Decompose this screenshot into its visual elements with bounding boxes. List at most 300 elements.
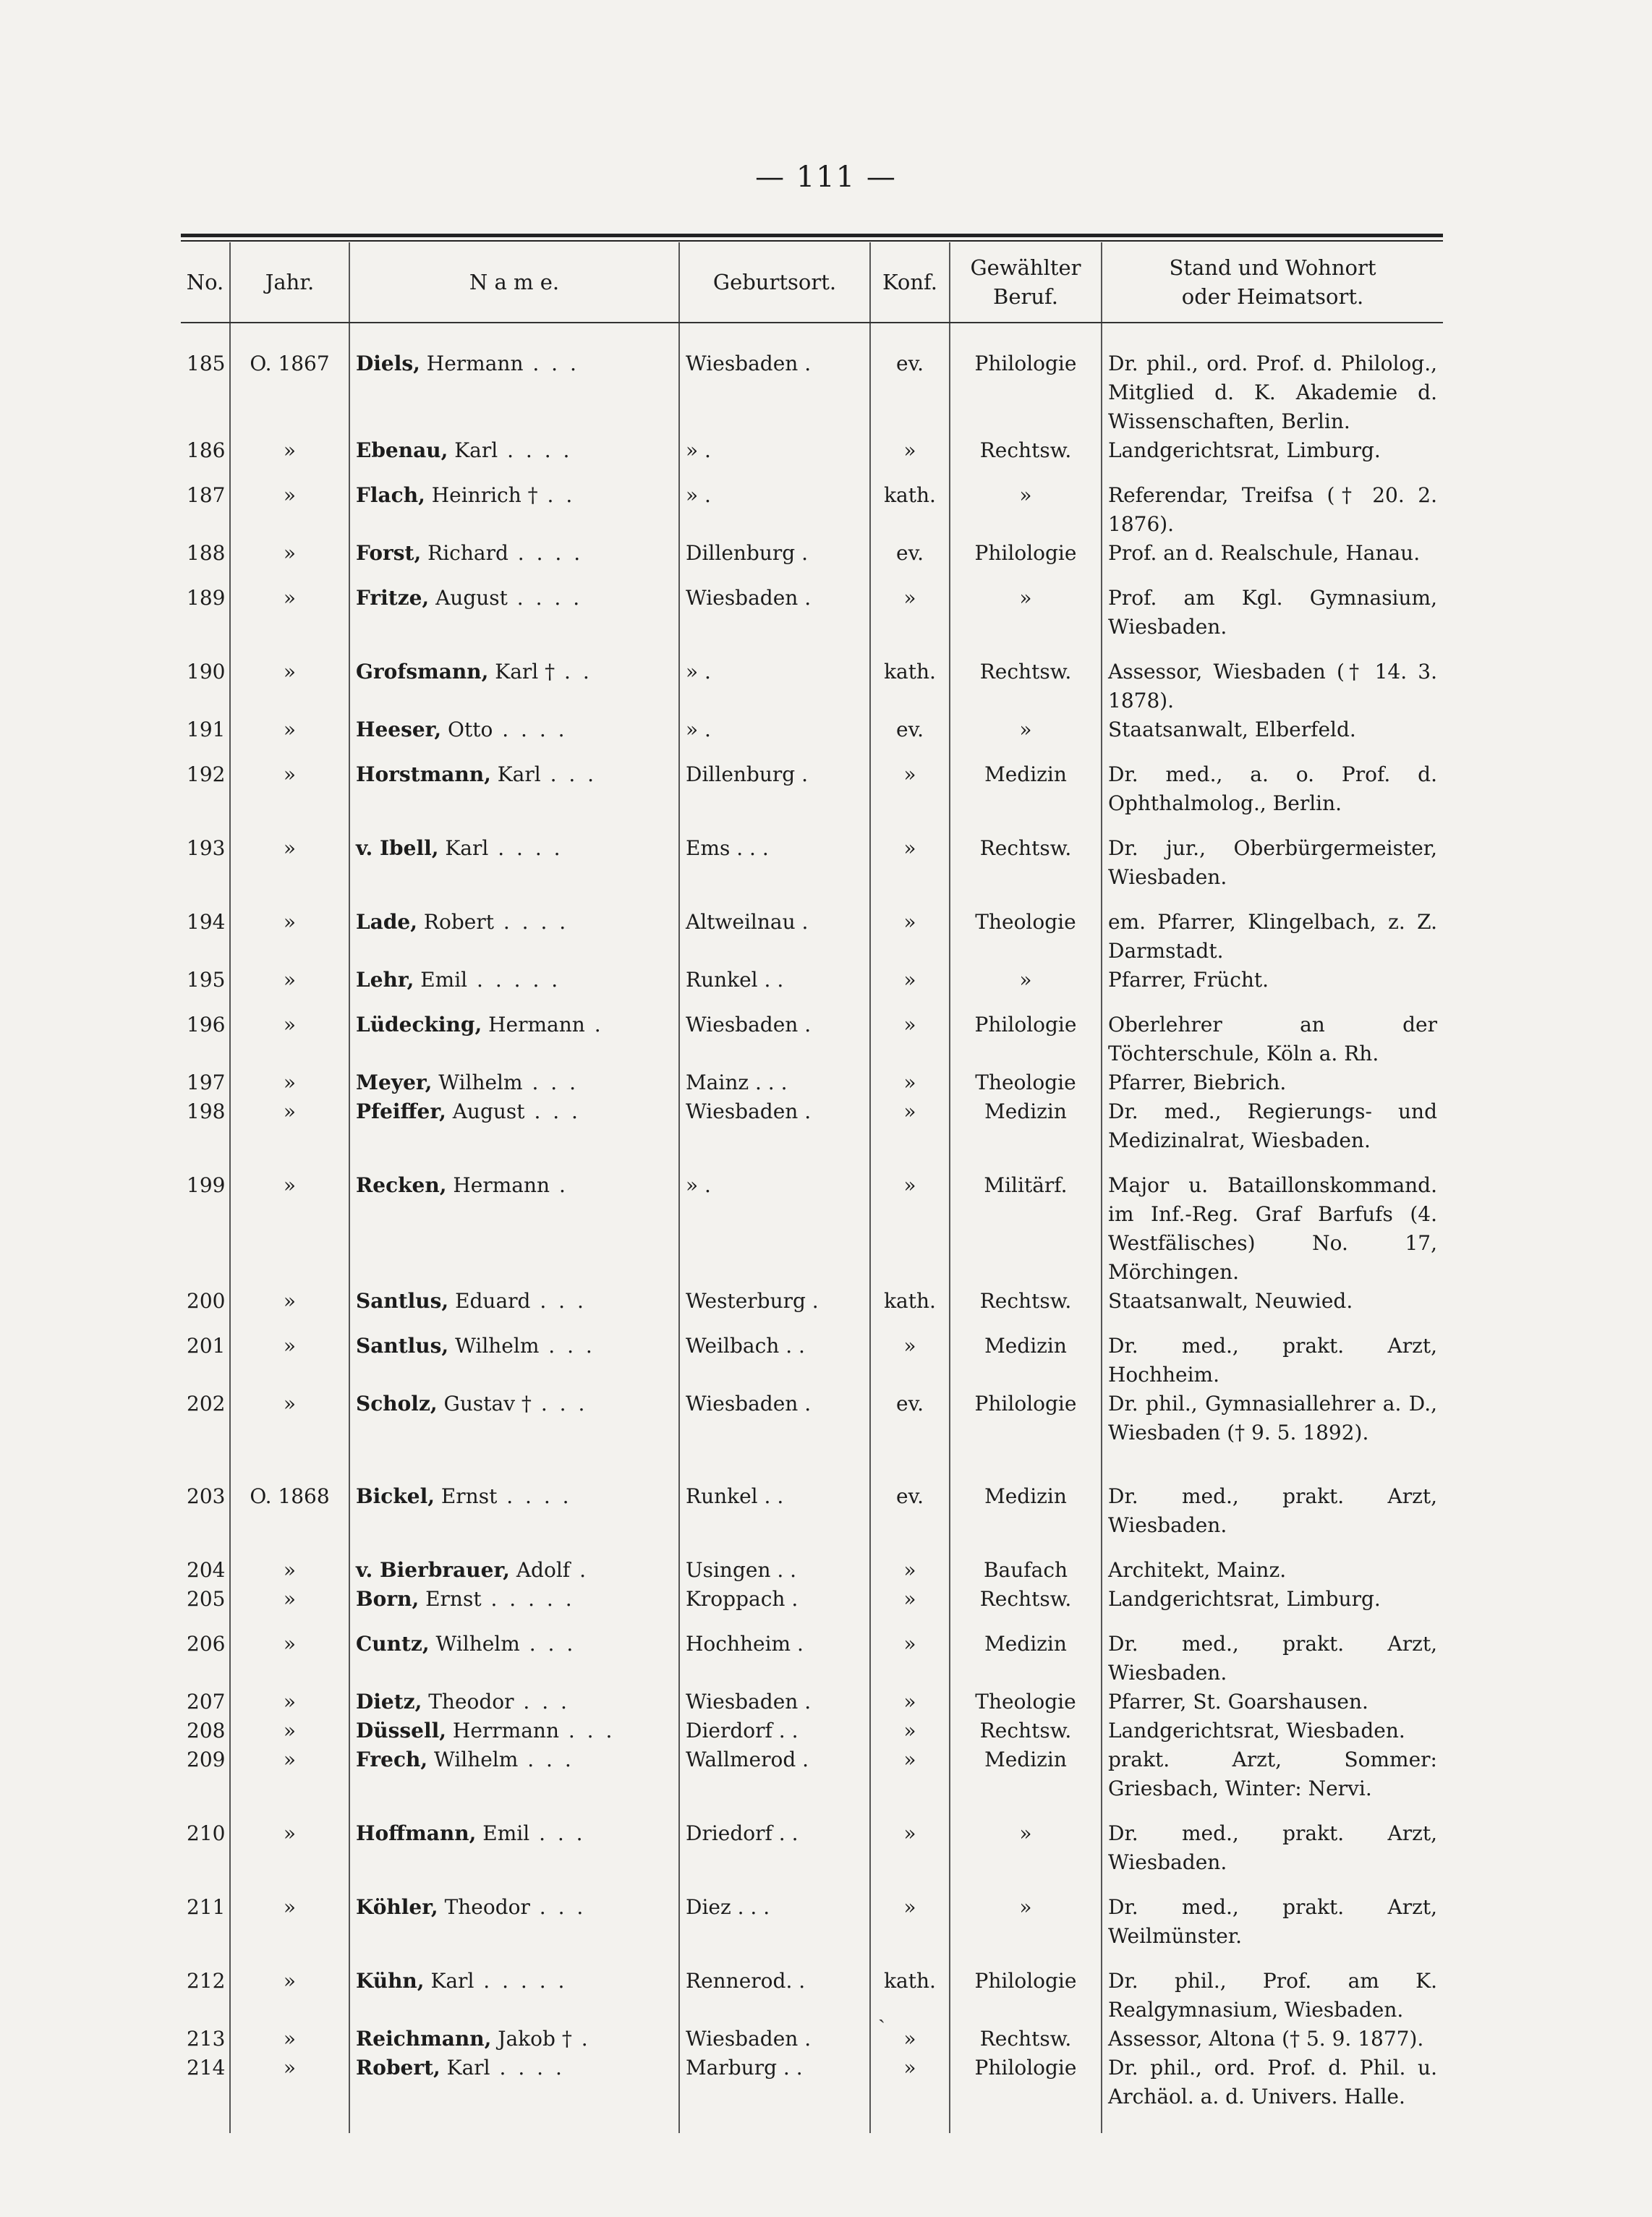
table-row xyxy=(181,323,1443,436)
cell-konf: » xyxy=(870,892,950,966)
cell-jahr: » xyxy=(230,892,349,966)
cell-jahr: » xyxy=(230,568,349,642)
cell-no: 201 xyxy=(187,1334,226,1358)
cell-konf: » xyxy=(870,1585,950,1614)
table-row xyxy=(181,1745,1443,1803)
table-row xyxy=(181,818,1443,892)
cell-no: 200 xyxy=(187,1289,226,1313)
cell-leader-dots: . . . . . xyxy=(467,968,561,992)
header-beruf-line2: Beruf. xyxy=(993,284,1058,309)
cell-leader-dots: . . . . xyxy=(508,541,584,565)
table-row xyxy=(181,642,1443,715)
cell-surname: Kühn, xyxy=(356,1969,425,1993)
table-row xyxy=(181,1951,1443,2025)
cell-geburtsort: Ems . . . xyxy=(679,818,870,892)
header-stand-line2: oder Heimatsort. xyxy=(1181,284,1364,309)
cell-name xyxy=(349,1447,679,1540)
cell-konf: » xyxy=(870,1803,950,1877)
cell-geburtsort: Mainz . . . xyxy=(679,1068,870,1097)
cell-given-name: Theodor xyxy=(438,1895,530,1919)
cell-given-name: Jakob † xyxy=(491,2027,572,2051)
cell-name xyxy=(349,1585,679,1614)
cell-surname: Fritze, xyxy=(356,586,430,610)
cell-stand: Major u. Bataillonskommand. im Inf.-Reg. Graf Barfufs (4. Westfälisches) No. 17, Mörchingen. xyxy=(1102,1155,1443,1287)
cell-konf: » xyxy=(870,2054,950,2133)
cell-surname: Diels, xyxy=(356,352,420,375)
table-row xyxy=(181,436,1443,465)
cell-jahr: » xyxy=(230,642,349,715)
table-row xyxy=(181,1614,1443,1688)
cell-beruf: Medizin xyxy=(950,1316,1102,1390)
cell-jahr: » xyxy=(230,1688,349,1716)
cell-surname: Hoffmann, xyxy=(356,1821,477,1845)
cell-no: 198 xyxy=(187,1099,226,1123)
cell-leader-dots: . . . xyxy=(529,1821,586,1845)
cell-stand: Pfarrer, Frücht. xyxy=(1102,966,1443,995)
cell-no: 212 xyxy=(187,1969,226,1993)
cell-surname: Born, xyxy=(356,1587,420,1611)
cell-stand: Staatsanwalt, Elberfeld. xyxy=(1102,715,1443,744)
cell-stand: em. Pfarrer, Klingelbach, z. Z. Darmstadt. xyxy=(1102,892,1443,966)
cell-konf: kath. xyxy=(870,1951,950,2025)
cell-jahr: » xyxy=(230,1287,349,1316)
cell-no: 186 xyxy=(187,438,226,462)
cell-beruf: Militärf. xyxy=(950,1155,1102,1287)
printer-mark: ˎ xyxy=(878,1999,885,2024)
cell-beruf: » xyxy=(950,1803,1102,1877)
header-name: N a m e. xyxy=(349,242,679,323)
cell-geburtsort: Westerburg . xyxy=(679,1287,870,1316)
cell-konf: » xyxy=(870,1316,950,1390)
cell-given-name: Gustav † xyxy=(437,1392,532,1416)
cell-geburtsort: Runkel . . xyxy=(679,966,870,995)
cell-beruf: Rechtsw. xyxy=(950,642,1102,715)
cell-stand: Landgerichtsrat, Wiesbaden. xyxy=(1102,1716,1443,1745)
cell-jahr: » xyxy=(230,1951,349,2025)
cell-name xyxy=(349,436,679,465)
cell-geburtsort: Wiesbaden . xyxy=(679,995,870,1068)
cell-beruf: Rechtsw. xyxy=(950,1585,1102,1614)
header-row xyxy=(181,242,1443,323)
cell-leader-dots: . xyxy=(584,1013,604,1037)
cell-jahr: » xyxy=(230,1068,349,1097)
cell-jahr: » xyxy=(230,465,349,539)
table-row xyxy=(181,1877,1443,1951)
cell-name xyxy=(349,1745,679,1803)
cell-no: 195 xyxy=(187,968,226,992)
cell-beruf: Medizin xyxy=(950,744,1102,818)
cell-geburtsort: Wiesbaden . xyxy=(679,2025,870,2054)
cell-geburtsort: » . xyxy=(679,436,870,465)
cell-konf: » xyxy=(870,1068,950,1097)
cell-name xyxy=(349,1068,679,1097)
cell-geburtsort: » . xyxy=(679,1155,870,1287)
cell-leader-dots: . . . . xyxy=(498,438,573,462)
cell-konf: kath. xyxy=(870,1287,950,1316)
cell-no: 192 xyxy=(187,762,226,786)
cell-name xyxy=(349,1287,679,1316)
cell-konf: » xyxy=(870,1688,950,1716)
cell-no: 206 xyxy=(187,1632,226,1656)
cell-leader-dots: . . . xyxy=(522,1071,579,1094)
cell-konf: ev. xyxy=(870,715,950,744)
cell-konf: » xyxy=(870,2025,950,2054)
cell-beruf: Theologie xyxy=(950,1068,1102,1097)
cell-stand: Dr. phil., ord. Prof. d. Phil. u. Archäol. a. d. Univers. Halle. xyxy=(1102,2054,1443,2133)
cell-konf: » xyxy=(870,1155,950,1287)
cell-no: 204 xyxy=(187,1558,226,1582)
cell-beruf: Theologie xyxy=(950,892,1102,966)
cell-no: 197 xyxy=(187,1071,226,1094)
cell-beruf: Rechtsw. xyxy=(950,818,1102,892)
cell-stand: Prof. am Kgl. Gymnasium, Wiesbaden. xyxy=(1102,568,1443,642)
cell-given-name: Adolf xyxy=(509,1558,571,1582)
table-row xyxy=(181,1097,1443,1155)
cell-given-name: Hermann xyxy=(446,1173,550,1197)
cell-name xyxy=(349,465,679,539)
cell-geburtsort: Wiesbaden . xyxy=(679,568,870,642)
cell-beruf: Philologie xyxy=(950,539,1102,568)
cell-name xyxy=(349,568,679,642)
cell-konf: » xyxy=(870,1614,950,1688)
cell-leader-dots: . . . xyxy=(540,762,597,786)
cell-given-name: Wilhelm xyxy=(448,1334,540,1358)
cell-name xyxy=(349,995,679,1068)
cell-surname: Santlus, xyxy=(356,1334,449,1358)
cell-stand: Dr. phil., Prof. am K. Realgymnasium, Wiesbaden. xyxy=(1102,1951,1443,2025)
table-row xyxy=(181,744,1443,818)
table-row xyxy=(181,1540,1443,1585)
cell-leader-dots: . . . . . xyxy=(474,1969,568,1993)
cell-leader-dots: . . . xyxy=(523,352,579,375)
cell-given-name: Otto xyxy=(441,718,493,741)
cell-stand: Landgerichtsrat, Limburg. xyxy=(1102,436,1443,465)
cell-beruf: Rechtsw. xyxy=(950,2025,1102,2054)
cell-beruf: Rechtsw. xyxy=(950,1716,1102,1745)
table-row xyxy=(181,465,1443,539)
cell-jahr: » xyxy=(230,2025,349,2054)
cell-surname: Lade, xyxy=(356,910,417,934)
cell-no: 210 xyxy=(187,1821,226,1845)
cell-name xyxy=(349,2025,679,2054)
cell-name xyxy=(349,1097,679,1155)
table-row xyxy=(181,892,1443,966)
cell-jahr: » xyxy=(230,715,349,744)
cell-leader-dots: . . . . xyxy=(497,1484,572,1508)
cell-geburtsort: Kroppach . xyxy=(679,1585,870,1614)
header-stand xyxy=(1102,242,1443,323)
cell-leader-dots: . . . xyxy=(539,1334,595,1358)
cell-surname: Ebenau, xyxy=(356,438,448,462)
cell-konf: » xyxy=(870,966,950,995)
header-konf: Konf. xyxy=(870,242,950,323)
table-row xyxy=(181,1316,1443,1390)
cell-jahr: » xyxy=(230,818,349,892)
cell-beruf: Philologie xyxy=(950,1390,1102,1447)
cell-leader-dots: . . . . xyxy=(493,910,569,934)
cell-konf: » xyxy=(870,1540,950,1585)
table-row xyxy=(181,1688,1443,1716)
cell-beruf: » xyxy=(950,715,1102,744)
cell-given-name: Wilhelm xyxy=(427,1748,519,1771)
cell-name xyxy=(349,1951,679,2025)
cell-leader-dots: . . . xyxy=(558,1719,616,1742)
cell-stand: Dr. phil., ord. Prof. d. Philolog., Mitglied d. K. Akademie d. Wissenschaften, Berlin. xyxy=(1102,323,1443,436)
cell-no: 188 xyxy=(187,541,226,565)
cell-stand: Dr. jur., Oberbürgermeister, Wiesbaden. xyxy=(1102,818,1443,892)
cell-geburtsort: Dillenburg . xyxy=(679,539,870,568)
cell-no: 187 xyxy=(187,483,226,507)
table-row xyxy=(181,715,1443,744)
header-rule-thick xyxy=(181,234,1443,237)
cell-jahr: O. 1868 xyxy=(230,1447,349,1540)
cell-name xyxy=(349,715,679,744)
table-row xyxy=(181,539,1443,568)
cell-name xyxy=(349,1877,679,1951)
cell-stand: Staatsanwalt, Neuwied. xyxy=(1102,1287,1443,1316)
cell-beruf: Medizin xyxy=(950,1745,1102,1803)
cell-leader-dots: . . . xyxy=(531,1392,588,1416)
cell-konf: » xyxy=(870,1097,950,1155)
cell-surname: Heeser, xyxy=(356,718,442,741)
student-register-table xyxy=(181,242,1443,2133)
table-row xyxy=(181,1068,1443,1097)
cell-given-name: Hermann xyxy=(420,352,524,375)
cell-given-name: Karl xyxy=(438,836,489,860)
cell-konf: » xyxy=(870,744,950,818)
cell-jahr: » xyxy=(230,1803,349,1877)
cell-beruf: Philologie xyxy=(950,1951,1102,2025)
cell-beruf: » xyxy=(950,966,1102,995)
cell-konf: ev. xyxy=(870,323,950,436)
cell-surname: Pfeiffer, xyxy=(356,1099,446,1123)
cell-stand: Dr. phil., Gymnasiallehrer a. D., Wiesbaden († 9. 5. 1892). xyxy=(1102,1390,1443,1447)
cell-jahr: » xyxy=(230,995,349,1068)
cell-surname: Meyer, xyxy=(356,1071,433,1094)
cell-leader-dots: . . xyxy=(537,483,576,507)
cell-given-name: Wilhelm xyxy=(432,1071,523,1094)
cell-konf: » xyxy=(870,1745,950,1803)
cell-given-name: Emil xyxy=(414,968,468,992)
cell-beruf: Baufach xyxy=(950,1540,1102,1585)
cell-surname: Forst, xyxy=(356,541,422,565)
cell-given-name: Robert xyxy=(417,910,494,934)
cell-given-name: Theodor xyxy=(422,1690,514,1714)
cell-stand: Architekt, Mainz. xyxy=(1102,1540,1443,1585)
cell-given-name: Hermann xyxy=(482,1013,585,1037)
cell-stand: Pfarrer, Biebrich. xyxy=(1102,1068,1443,1097)
cell-name xyxy=(349,1614,679,1688)
cell-stand: Dr. med., a. o. Prof. d. Ophthalmolog., Berlin. xyxy=(1102,744,1443,818)
cell-konf: » xyxy=(870,568,950,642)
cell-surname: Dietz, xyxy=(356,1690,422,1714)
cell-no: 208 xyxy=(187,1719,226,1742)
cell-leader-dots: . . . xyxy=(518,1748,574,1771)
cell-stand: Landgerichtsrat, Limburg. xyxy=(1102,1585,1443,1614)
cell-no: 214 xyxy=(187,2056,226,2080)
cell-no: 213 xyxy=(187,2027,226,2051)
cell-given-name: Karl xyxy=(448,438,498,462)
cell-leader-dots: . . . . xyxy=(490,2056,565,2080)
cell-beruf: Theologie xyxy=(950,1688,1102,1716)
cell-given-name: Wilhelm xyxy=(429,1632,520,1656)
cell-surname: Lüdecking, xyxy=(356,1013,482,1037)
cell-jahr: » xyxy=(230,2054,349,2133)
cell-name xyxy=(349,642,679,715)
cell-leader-dots: . . . xyxy=(530,1289,587,1313)
cell-given-name: Karl xyxy=(440,2056,490,2080)
cell-jahr: » xyxy=(230,1585,349,1614)
cell-stand: prakt. Arzt, Sommer: Griesbach, Winter: Nervi. xyxy=(1102,1745,1443,1803)
table-row xyxy=(181,1287,1443,1316)
cell-name xyxy=(349,744,679,818)
cell-name xyxy=(349,1316,679,1390)
cell-no: 209 xyxy=(187,1748,226,1771)
cell-surname: Düssell, xyxy=(356,1719,447,1742)
table-row xyxy=(181,2054,1443,2133)
cell-konf: ev. xyxy=(870,539,950,568)
cell-given-name: Emil xyxy=(476,1821,530,1845)
cell-beruf: Medizin xyxy=(950,1097,1102,1155)
cell-surname: Horstmann, xyxy=(356,762,491,786)
page-number: — 111 — xyxy=(755,161,897,194)
cell-geburtsort: Dierdorf . . xyxy=(679,1716,870,1745)
cell-stand: Oberlehrer an der Töchterschule, Köln a. Rh. xyxy=(1102,995,1443,1068)
cell-jahr: » xyxy=(230,1716,349,1745)
cell-leader-dots: . . xyxy=(555,660,592,684)
cell-beruf: » xyxy=(950,568,1102,642)
cell-surname: Recken, xyxy=(356,1173,447,1197)
cell-name xyxy=(349,892,679,966)
cell-konf: » xyxy=(870,1716,950,1745)
header-beruf-line1: Gewählter xyxy=(970,255,1081,280)
cell-no: 207 xyxy=(187,1690,226,1714)
cell-stand: Dr. med., prakt. Arzt, Wiesbaden. xyxy=(1102,1614,1443,1688)
cell-jahr: » xyxy=(230,1745,349,1803)
table-row xyxy=(181,1155,1443,1287)
cell-name xyxy=(349,966,679,995)
cell-name xyxy=(349,1716,679,1745)
cell-jahr: » xyxy=(230,744,349,818)
cell-konf: ev. xyxy=(870,1447,950,1540)
cell-surname: Frech, xyxy=(356,1748,428,1771)
cell-konf: ev. xyxy=(870,1390,950,1447)
cell-jahr: » xyxy=(230,1097,349,1155)
cell-geburtsort: » . xyxy=(679,465,870,539)
header-jahr: Jahr. xyxy=(230,242,349,323)
cell-geburtsort: » . xyxy=(679,715,870,744)
cell-name xyxy=(349,818,679,892)
cell-surname: Santlus, xyxy=(356,1289,449,1313)
cell-surname: Flach, xyxy=(356,483,425,507)
cell-surname: v. Bierbrauer, xyxy=(356,1558,510,1582)
table-row xyxy=(181,1447,1443,1540)
table-row xyxy=(181,1803,1443,1877)
cell-beruf: » xyxy=(950,465,1102,539)
cell-geburtsort: Usingen . . xyxy=(679,1540,870,1585)
table-row xyxy=(181,2025,1443,2054)
cell-geburtsort: Wiesbaden . xyxy=(679,1390,870,1447)
cell-leader-dots: . xyxy=(571,2027,591,2051)
cell-geburtsort: Runkel . . xyxy=(679,1447,870,1540)
cell-geburtsort: Marburg . . xyxy=(679,2054,870,2133)
cell-name xyxy=(349,1155,679,1287)
cell-jahr: » xyxy=(230,966,349,995)
register-body xyxy=(181,323,1443,2133)
cell-name xyxy=(349,2054,679,2133)
cell-jahr: » xyxy=(230,1316,349,1390)
header-stand-line1: Stand und Wohnort xyxy=(1169,255,1376,280)
cell-no: 189 xyxy=(187,586,226,610)
cell-stand: Dr. med., prakt. Arzt, Wiesbaden. xyxy=(1102,1447,1443,1540)
cell-no: 193 xyxy=(187,836,226,860)
cell-given-name: Heinrich † xyxy=(425,483,538,507)
cell-beruf: Philologie xyxy=(950,323,1102,436)
cell-no: 205 xyxy=(187,1587,226,1611)
cell-jahr: » xyxy=(230,1155,349,1287)
cell-geburtsort: Wiesbaden . xyxy=(679,323,870,436)
cell-jahr: » xyxy=(230,539,349,568)
cell-geburtsort: Diez . . . xyxy=(679,1877,870,1951)
cell-given-name: August xyxy=(429,586,508,610)
cell-surname: Reichmann, xyxy=(356,2027,492,2051)
table-row xyxy=(181,966,1443,995)
cell-beruf: Rechtsw. xyxy=(950,1287,1102,1316)
cell-surname: Lehr, xyxy=(356,968,414,992)
cell-name xyxy=(349,1390,679,1447)
cell-name xyxy=(349,539,679,568)
cell-beruf: Medizin xyxy=(950,1614,1102,1688)
cell-geburtsort: Weilbach . . xyxy=(679,1316,870,1390)
cell-konf: » xyxy=(870,995,950,1068)
cell-konf: » xyxy=(870,818,950,892)
cell-given-name: Karl xyxy=(490,762,541,786)
cell-beruf: Rechtsw. xyxy=(950,436,1102,465)
cell-geburtsort: Wallmerod . xyxy=(679,1745,870,1803)
table-row xyxy=(181,1716,1443,1745)
cell-beruf: Philologie xyxy=(950,2054,1102,2133)
cell-geburtsort: Driedorf . . xyxy=(679,1803,870,1877)
cell-leader-dots: . xyxy=(550,1173,569,1197)
cell-no: 185 xyxy=(187,352,226,375)
cell-stand: Prof. an d. Realschule, Hanau. xyxy=(1102,539,1443,568)
cell-given-name: Herrmann xyxy=(446,1719,559,1742)
cell-jahr: O. 1867 xyxy=(230,323,349,436)
cell-geburtsort: Wiesbaden . xyxy=(679,1688,870,1716)
cell-given-name: Richard xyxy=(421,541,508,565)
cell-geburtsort: Dillenburg . xyxy=(679,744,870,818)
cell-stand: Dr. med., prakt. Arzt, Hochheim. xyxy=(1102,1316,1443,1390)
cell-given-name: August xyxy=(446,1099,525,1123)
cell-name xyxy=(349,323,679,436)
cell-leader-dots: . . . . xyxy=(507,586,583,610)
cell-no: 211 xyxy=(187,1895,226,1919)
table-row xyxy=(181,568,1443,642)
cell-beruf: Philologie xyxy=(950,995,1102,1068)
header-no: No. xyxy=(181,242,230,323)
cell-no: 199 xyxy=(187,1173,226,1197)
cell-surname: Scholz, xyxy=(356,1392,438,1416)
cell-leader-dots: . . . xyxy=(529,1895,587,1919)
cell-beruf: Medizin xyxy=(950,1447,1102,1540)
cell-no: 202 xyxy=(187,1392,226,1416)
cell-leader-dots: . . . . . xyxy=(481,1587,575,1611)
table-row xyxy=(181,995,1443,1068)
cell-no: 190 xyxy=(187,660,226,684)
cell-surname: Bickel, xyxy=(356,1484,435,1508)
cell-surname: Cuntz, xyxy=(356,1632,430,1656)
cell-geburtsort: Rennerod. . xyxy=(679,1951,870,2025)
